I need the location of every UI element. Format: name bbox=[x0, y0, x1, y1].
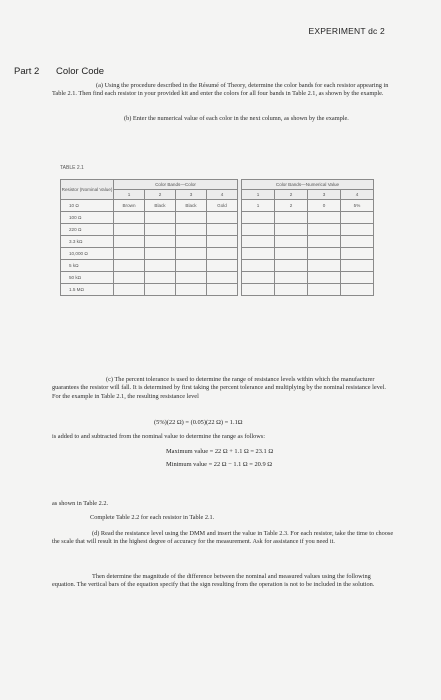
resistor-value: 50 kΩ bbox=[61, 272, 114, 284]
band-number: 1 bbox=[242, 190, 275, 200]
value-cell bbox=[275, 272, 308, 284]
value-cell: 2 bbox=[275, 200, 308, 212]
resistor-value: 10,000 Ω bbox=[61, 248, 114, 260]
paragraph-b: (b) Enter the numerical value of each color in the next column, as shown by the example. bbox=[124, 115, 349, 122]
value-cell bbox=[242, 212, 275, 224]
header-numerical: Color Bands—Numerical Value bbox=[242, 180, 374, 190]
value-cell: 0 bbox=[308, 200, 341, 212]
value-cell bbox=[242, 260, 275, 272]
resistor-value: 5 kΩ bbox=[61, 260, 114, 272]
color-cell bbox=[207, 272, 238, 284]
value-cell: 5% bbox=[341, 200, 374, 212]
table-row bbox=[61, 260, 374, 272]
value-cell bbox=[242, 284, 275, 296]
color-cell bbox=[114, 260, 145, 272]
min-value-equation: Minimum value = 22 Ω − 1.1 Ω = 20.9 Ω bbox=[166, 461, 273, 468]
table-caption: TABLE 2.1 bbox=[60, 165, 84, 171]
resistor-table bbox=[60, 179, 374, 296]
resistor-value: 3.3 kΩ bbox=[61, 236, 114, 248]
resistor-value: 220 Ω bbox=[61, 224, 114, 236]
color-cell bbox=[207, 284, 238, 296]
color-cell bbox=[145, 284, 176, 296]
color-cell bbox=[176, 260, 207, 272]
value-cell bbox=[275, 248, 308, 260]
color-cell bbox=[114, 284, 145, 296]
color-cell bbox=[207, 236, 238, 248]
color-cell bbox=[114, 236, 145, 248]
color-cell bbox=[114, 212, 145, 224]
value-cell bbox=[341, 224, 374, 236]
paragraph-shown: as shown in Table 2.2. bbox=[52, 500, 109, 507]
color-cell bbox=[176, 236, 207, 248]
band-number: 3 bbox=[308, 190, 341, 200]
paragraph-d: (d) Read the resistance level using the DMM and insert the value in Table 2.3. For each resistor, take the time to choose the scale that will result in the highest degree of accuracy for the measurement. Ask for assistance if you need it. bbox=[52, 530, 394, 546]
paragraph-added: is added to and subtracted from the nominal value to determine the range as follows: bbox=[52, 433, 265, 440]
band-number: 3 bbox=[176, 190, 207, 200]
value-cell bbox=[308, 284, 341, 296]
table-row bbox=[61, 236, 374, 248]
color-cell bbox=[114, 272, 145, 284]
value-cell bbox=[242, 248, 275, 260]
value-cell bbox=[308, 236, 341, 248]
band-number: 2 bbox=[145, 190, 176, 200]
color-cell bbox=[207, 224, 238, 236]
value-cell bbox=[308, 248, 341, 260]
resistor-value: 1.5 MΩ bbox=[61, 284, 114, 296]
color-cell bbox=[114, 224, 145, 236]
paragraph-a: (a) Using the procedure described in the Résumé of Theory, determine the color bands for each resistor appearing in Table 2.1. Then find each resistor in your provided kit and enter the colors for all four bands in Table 2.1, as shown by the example. bbox=[52, 82, 389, 98]
max-value-equation: Maximum value = 22 Ω + 1.1 Ω = 23.1 Ω bbox=[166, 448, 274, 455]
color-cell bbox=[145, 224, 176, 236]
resistor-value: 10 Ω bbox=[61, 200, 114, 212]
color-cell bbox=[114, 248, 145, 260]
value-cell bbox=[341, 212, 374, 224]
color-cell bbox=[207, 212, 238, 224]
value-cell bbox=[275, 236, 308, 248]
color-cell bbox=[145, 260, 176, 272]
value-cell bbox=[275, 284, 308, 296]
paragraph-then: Then determine the magnitude of the difference between the nominal and measured values using the following equation. The vertical bars of the equation specify that the sign resulting from the operation is not to be included in the solution. bbox=[52, 573, 375, 589]
color-cell bbox=[145, 272, 176, 284]
resistor-value: 100 Ω bbox=[61, 212, 114, 224]
color-cell bbox=[176, 272, 207, 284]
table-row bbox=[61, 200, 374, 212]
color-cell: Black bbox=[145, 200, 176, 212]
value-cell bbox=[275, 260, 308, 272]
value-cell bbox=[308, 212, 341, 224]
value-cell: 1 bbox=[242, 200, 275, 212]
value-cell bbox=[341, 272, 374, 284]
experiment-header: EXPERIMENT dc 2 bbox=[308, 26, 385, 36]
color-cell: Black bbox=[176, 200, 207, 212]
color-cell bbox=[145, 212, 176, 224]
color-cell bbox=[207, 260, 238, 272]
color-cell: Brown bbox=[114, 200, 145, 212]
band-number: 2 bbox=[275, 190, 308, 200]
value-cell bbox=[341, 260, 374, 272]
table-row bbox=[61, 224, 374, 236]
color-cell bbox=[176, 224, 207, 236]
value-cell bbox=[242, 272, 275, 284]
value-cell bbox=[242, 224, 275, 236]
header-color-bands: Color Bands—Color bbox=[114, 180, 238, 190]
tolerance-equation: (5%)(22 Ω) = (0.05)(22 Ω) = 1.1Ω bbox=[154, 419, 243, 426]
color-cell bbox=[176, 284, 207, 296]
color-cell bbox=[145, 236, 176, 248]
table-row bbox=[61, 272, 374, 284]
color-cell bbox=[145, 248, 176, 260]
paragraph-c: (c) The percent tolerance is used to determine the range of resistance levels within which the manufacturer guarantees the resistor will fall. It is determined by first taking the percent tolerance and multiplying by the nominal resistance level. For the example in Table 2.1, the resulting resistance level bbox=[52, 376, 386, 400]
value-cell bbox=[341, 236, 374, 248]
value-cell bbox=[308, 260, 341, 272]
value-cell bbox=[341, 284, 374, 296]
paragraph-complete: Complete Table 2.2 for each resistor in Table 2.1. bbox=[90, 514, 215, 521]
part-title: Color Code bbox=[56, 66, 105, 77]
band-number: 1 bbox=[114, 190, 145, 200]
color-cell bbox=[176, 248, 207, 260]
value-cell bbox=[341, 248, 374, 260]
table-row bbox=[61, 284, 374, 296]
band-number: 4 bbox=[207, 190, 238, 200]
color-cell: Gold bbox=[207, 200, 238, 212]
table-row bbox=[61, 248, 374, 260]
value-cell bbox=[275, 224, 308, 236]
color-cell bbox=[176, 212, 207, 224]
value-cell bbox=[275, 212, 308, 224]
value-cell bbox=[308, 272, 341, 284]
color-cell bbox=[207, 248, 238, 260]
value-cell bbox=[308, 224, 341, 236]
header-resistor: Resistor (Nominal Value) bbox=[61, 180, 114, 200]
band-number: 4 bbox=[341, 190, 374, 200]
part-label: Part 2 bbox=[14, 66, 40, 77]
table-row bbox=[61, 212, 374, 224]
value-cell bbox=[242, 236, 275, 248]
